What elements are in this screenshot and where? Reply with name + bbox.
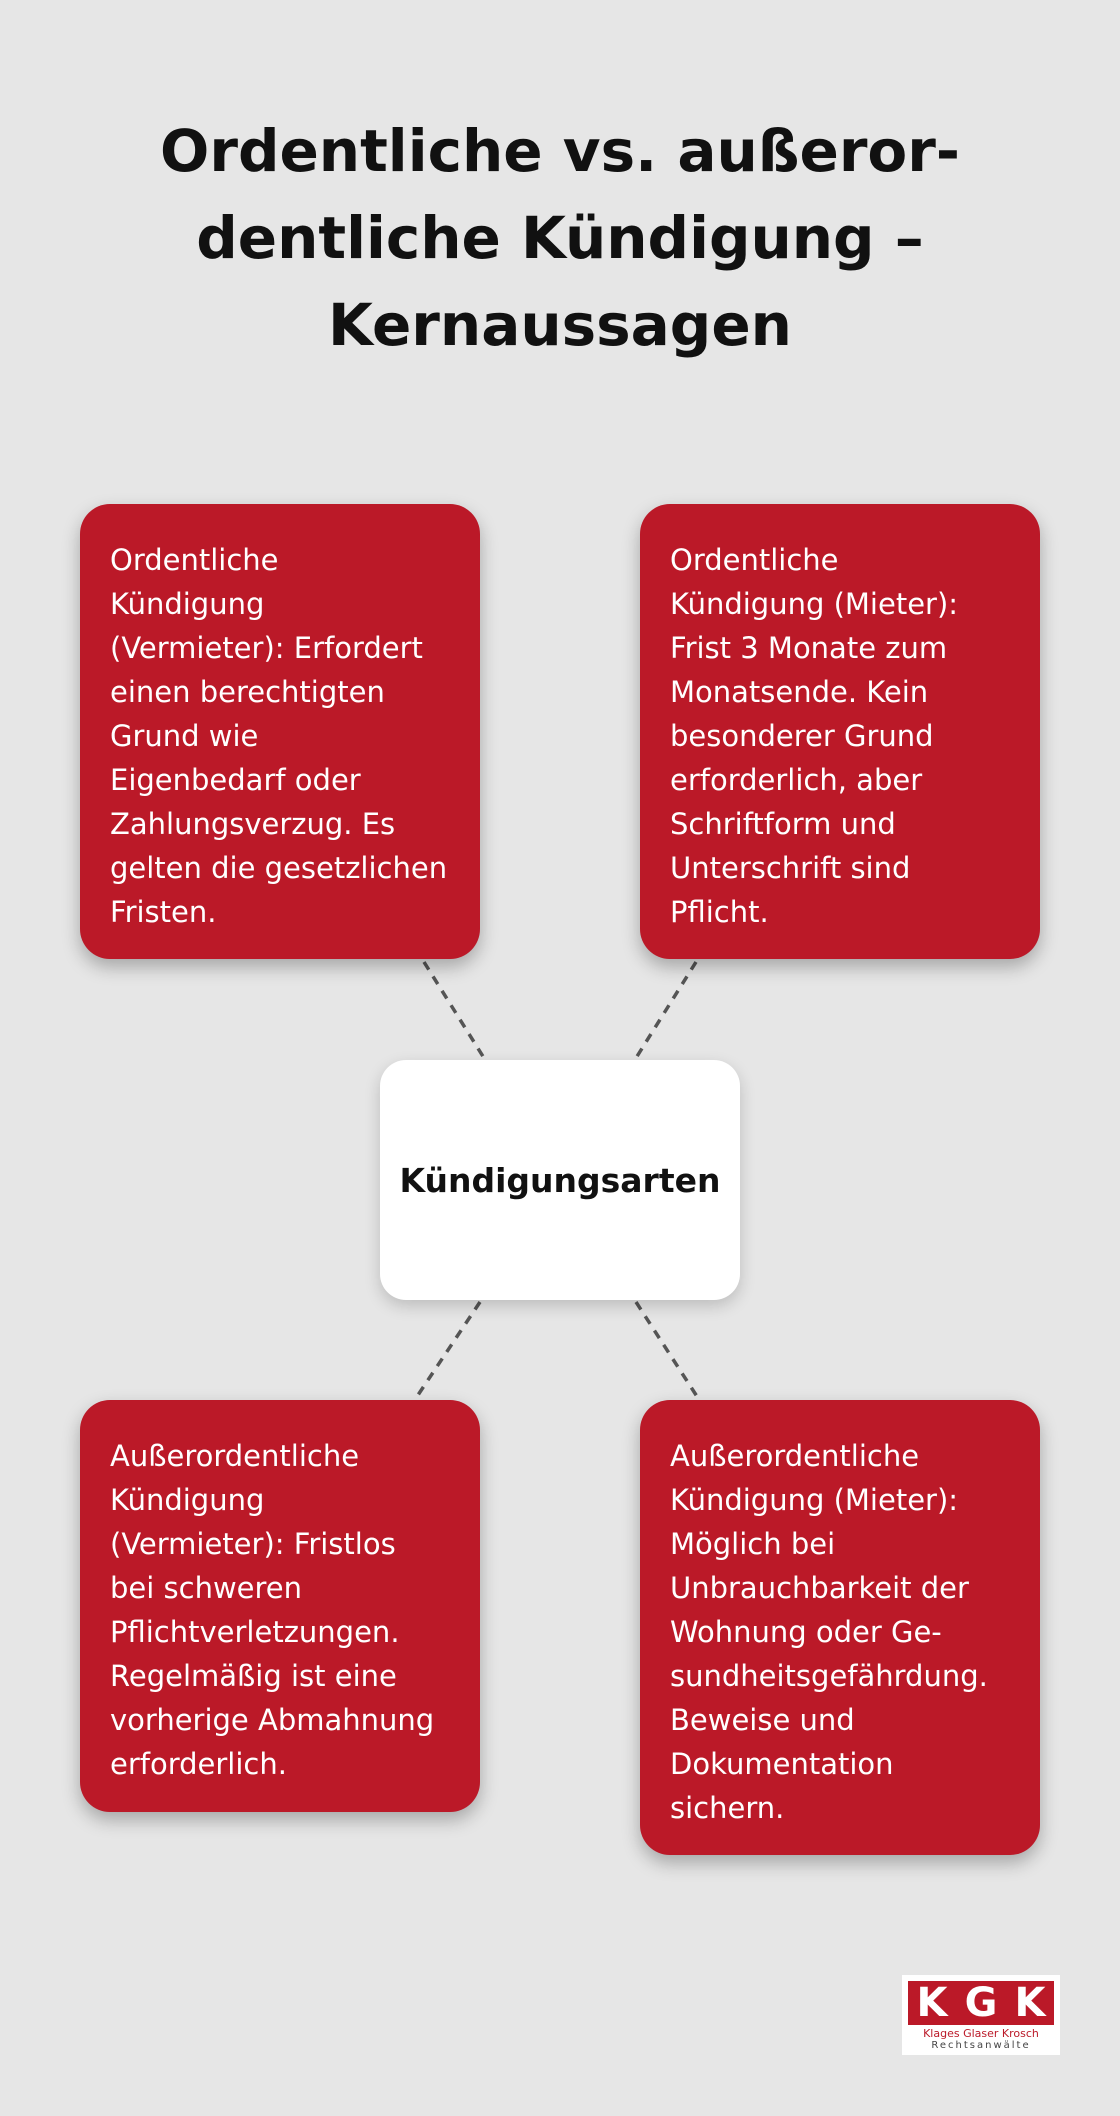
card-text — [670, 1434, 1016, 1830]
card-line: gelten die gesetzlichen — [110, 851, 448, 885]
card-text — [670, 538, 1016, 934]
card-line: Wohnung oder Ge- — [670, 1615, 942, 1649]
card-ordentliche-kuendigung-vermieter — [80, 504, 480, 959]
card-line: Möglich bei — [670, 1527, 836, 1561]
title-line-3: Kernaussagen — [328, 291, 792, 359]
logo-letter: G — [964, 1980, 998, 2026]
logo-names: Klages Glaser Krosch — [923, 2027, 1039, 2040]
connector-bottom-right — [636, 1302, 698, 1398]
logo-subtitle: Rechtsanwälte — [931, 2040, 1031, 2051]
card-line: Pflichtverletzungen. — [110, 1615, 400, 1649]
card-line: Unbrauchbarkeit der — [670, 1571, 969, 1605]
card-line: Kündigung (Mieter): — [670, 587, 959, 621]
logo-letters — [908, 1981, 1054, 2025]
card-line: einen berechtigten — [110, 675, 385, 709]
card-line: Kündigung — [110, 587, 265, 621]
card-line: erforderlich. — [110, 1747, 287, 1781]
connector-top-left — [424, 962, 484, 1058]
card-line: Eigenbedarf oder — [110, 763, 361, 797]
card-line: Schriftform und — [670, 807, 896, 841]
card-line: Kündigung — [110, 1483, 265, 1517]
card-line: Zahlungsverzug. Es — [110, 807, 396, 841]
card-ausserordentliche-kuendigung-vermieter — [80, 1400, 480, 1812]
card-ordentliche-kuendigung-mieter — [640, 504, 1040, 959]
card-line: Kündigung (Mieter): — [670, 1483, 959, 1517]
center-node-label: Kündigungsarten — [399, 1160, 721, 1200]
card-ausserordentliche-kuendigung-mieter — [640, 1400, 1040, 1855]
card-line: Regelmäßig ist eine — [110, 1659, 397, 1693]
logo-letter: K — [1014, 1980, 1046, 2026]
card-line: sichern. — [670, 1791, 785, 1825]
card-line: erforderlich, aber — [670, 763, 923, 797]
center-node — [380, 1060, 740, 1300]
title-line-2: dentliche Kündigung – — [196, 204, 924, 272]
card-line: vorherige Abmahnung — [110, 1703, 435, 1737]
card-line: Pflicht. — [670, 895, 769, 929]
card-line: Frist 3 Monate zum — [670, 631, 948, 665]
card-line: Ordentliche — [670, 543, 839, 577]
card-line: sundheitsgefährdung. — [670, 1659, 988, 1693]
card-line: besonderer Grund — [670, 719, 934, 753]
card-line: Monatsende. Kein — [670, 675, 929, 709]
card-line: Unterschrift sind — [670, 851, 911, 885]
connector-top-right — [636, 962, 696, 1058]
title-line-1: Ordentliche vs. außeror- — [160, 117, 960, 185]
card-line: Außerordentliche — [110, 1439, 360, 1473]
card-line: Außerordentliche — [670, 1439, 920, 1473]
card-text — [110, 1434, 456, 1786]
card-line: Beweise und — [670, 1703, 855, 1737]
card-line: Ordentliche — [110, 543, 279, 577]
card-line: (Vermieter): Fristlos — [110, 1527, 396, 1561]
card-text — [110, 538, 456, 934]
kgk-logo — [902, 1975, 1060, 2055]
logo-letter: K — [916, 1980, 948, 2026]
card-line: Grund wie — [110, 719, 259, 753]
connector-bottom-left — [416, 1302, 480, 1398]
card-line: Dokumentation — [670, 1747, 894, 1781]
card-line: bei schweren — [110, 1571, 303, 1605]
card-line: (Vermieter): Erfordert — [110, 631, 423, 665]
card-line: Fristen. — [110, 895, 217, 929]
